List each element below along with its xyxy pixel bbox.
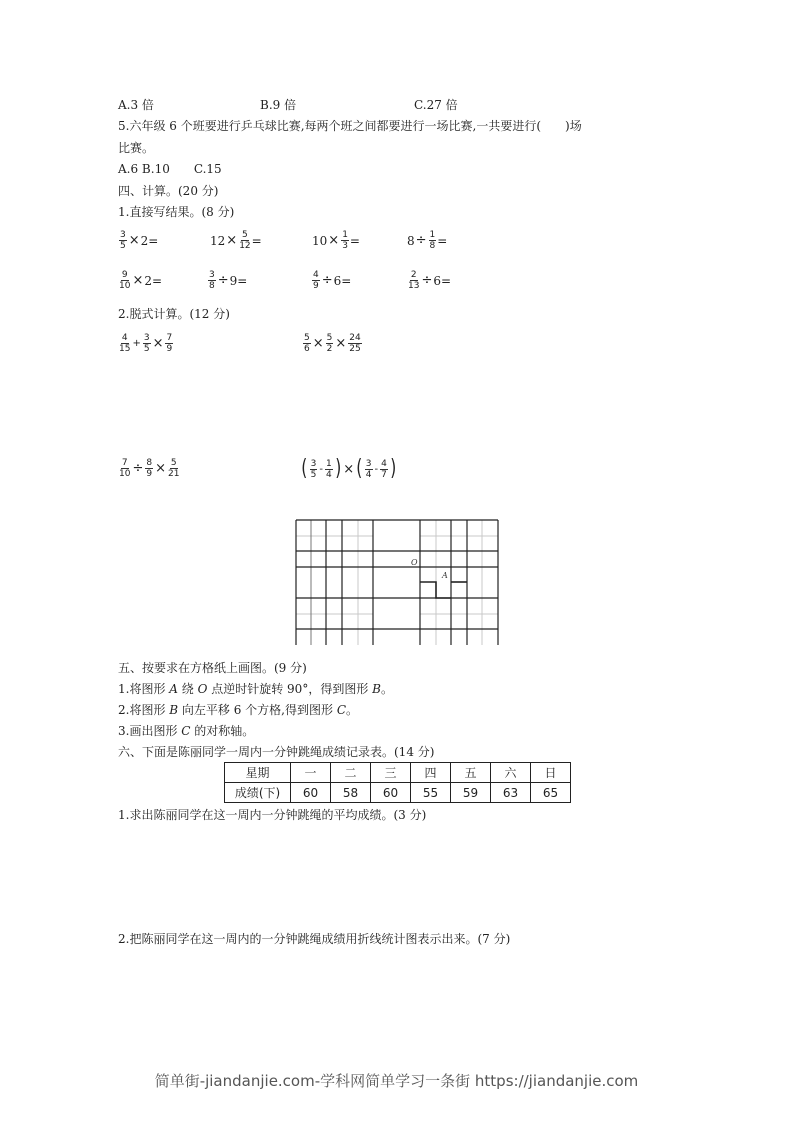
fraction: $\frac{3}{5}$ — [120, 230, 126, 251]
fraction: $\frac{1}{4}$ — [325, 458, 332, 480]
direct-calc-5: $\frac{9}{10}$ × 2= — [119, 270, 163, 291]
fraction: $\frac{5}{21}$ — [168, 458, 180, 479]
fraction: $\frac{1}{8}$ — [429, 230, 436, 251]
fraction: $\frac{9}{10}$ — [119, 270, 131, 291]
fraction: $\frac{5}{2}$ — [326, 333, 333, 354]
jump-rope-score-table — [224, 762, 571, 803]
table-cell-score: 59 — [451, 783, 491, 803]
fraction: $\frac{3}{4}$ — [365, 458, 372, 480]
grid-paper — [290, 515, 505, 650]
table-row — [225, 783, 571, 803]
fraction: $\frac{4}{9}$ — [313, 270, 319, 291]
section6-question-1: 1.求出陈丽同学在这一周内一分钟跳绳的平均成绩。(3 分) — [118, 808, 427, 822]
direct-calc-8: $\frac{2}{13}$ ÷ 6= — [408, 270, 452, 291]
section5-item-2: 2.将图形 B 向左平移 6 个方格,得到图形 C。 — [118, 703, 359, 717]
table-cell-score: 60 — [291, 783, 331, 803]
table-header-day: 六 — [491, 763, 531, 783]
table-header-day: 五 — [451, 763, 491, 783]
table-cell-score: 60 — [371, 783, 411, 803]
fraction: $\frac{3}{8}$ — [209, 270, 215, 291]
table-cell-score: 55 — [411, 783, 451, 803]
direct-calc-2: 12 × $\frac{5}{12}$ = — [210, 230, 262, 251]
q5-text-continued: 比赛。 — [118, 141, 155, 155]
section5-title: 五、按要求在方格纸上画图。(9 分) — [118, 661, 307, 675]
q4-option-b: B.9 倍 — [260, 98, 297, 112]
fraction: $\frac{4}{7}$ — [381, 458, 387, 480]
direct-calc-3: 10 × $\frac{1}{3}$ = — [312, 230, 360, 251]
fraction: $\frac{5}{12}$ — [239, 230, 251, 251]
q4-option-a: A.3 倍 — [118, 98, 154, 112]
fraction: $\frac{3}{5}$ — [143, 333, 150, 354]
table-header-row — [225, 763, 571, 783]
fraction: $\frac{5}{6}$ — [304, 333, 310, 354]
table-header-label: 星期 — [225, 763, 291, 783]
direct-calc-1: $\frac{3}{5}$ × 2= — [120, 230, 159, 251]
figure-a-label: A — [442, 571, 448, 580]
table-header-day: 日 — [531, 763, 571, 783]
q4-option-c: C.27 倍 — [414, 98, 458, 112]
table-cell-score: 63 — [491, 783, 531, 803]
point-o-label: O — [411, 558, 418, 567]
stepwise-calc-4: ( $\frac{3}{5}$ - $\frac{1}{4}$ ) × ( $\frac{3}{4}$ - $\frac{4}{7}$ ) — [301, 456, 397, 481]
table-header-day: 四 — [411, 763, 451, 783]
fraction: $\frac{7}{9}$ — [166, 333, 173, 354]
table-row-label: 成绩(下) — [225, 783, 291, 803]
direct-calc-7: $\frac{4}{9}$ ÷ 6= — [313, 270, 352, 291]
stepwise-calc-2: $\frac{5}{6}$ × $\frac{5}{2}$ × $\frac{24}{25}$ — [304, 333, 361, 354]
direct-calc-4: 8 ÷ $\frac{1}{8}$ = — [407, 230, 448, 251]
section6-question-2: 2.把陈丽同学在这一周内的一分钟跳绳成绩用折线统计图表示出来。(7 分) — [118, 932, 511, 946]
footer-watermark: 简单街-jiandanjie.com-学科网简单学习一条街 https://jiandanjie.com — [154, 1072, 639, 1090]
fraction: $\frac{24}{25}$ — [349, 333, 361, 354]
q5-text: 5.六年级 6 个班要进行乒乓球比赛,每两个班之间都要进行一场比赛,一共要进行( )场 — [118, 119, 582, 133]
fraction: $\frac{4}{15}$ — [119, 333, 131, 354]
fraction: $\frac{3}{5}$ — [310, 458, 317, 480]
fraction: $\frac{2}{13}$ — [408, 270, 420, 291]
section4-part1-title: 1.直接写结果。(8 分) — [118, 205, 235, 219]
section4-part2-title: 2.脱式计算。(12 分) — [118, 307, 230, 321]
fraction: $\frac{1}{3}$ — [342, 230, 348, 251]
fraction: $\frac{8}{9}$ — [146, 458, 153, 479]
figure-a — [420, 582, 467, 598]
table-cell-score: 65 — [531, 783, 571, 803]
fraction: $\frac{7}{10}$ — [119, 458, 131, 479]
table-header-day: 三 — [371, 763, 411, 783]
stepwise-calc-3: $\frac{7}{10}$ ÷ $\frac{8}{9}$ × $\frac{5}{21}$ — [119, 458, 180, 479]
stepwise-calc-1: $\frac{4}{15}$ + $\frac{3}{5}$ × $\frac{7}{9}$ — [119, 333, 173, 354]
table-header-day: 一 — [291, 763, 331, 783]
section5-item-1: 1.将图形 A 绕 O 点逆时针旋转 90°，得到图形 B。 — [118, 682, 393, 696]
table-header-day: 二 — [331, 763, 371, 783]
direct-calc-6: $\frac{3}{8}$ ÷ 9= — [209, 270, 248, 291]
section6-title: 六、下面是陈丽同学一周内一分钟跳绳成绩记录表。(14 分) — [118, 745, 435, 759]
q5-options: A.6 B.10 C.15 — [118, 162, 222, 176]
section5-item-3: 3.画出图形 C 的对称轴。 — [118, 724, 255, 738]
table-cell-score: 58 — [331, 783, 371, 803]
section4-title: 四、计算。(20 分) — [118, 184, 219, 198]
